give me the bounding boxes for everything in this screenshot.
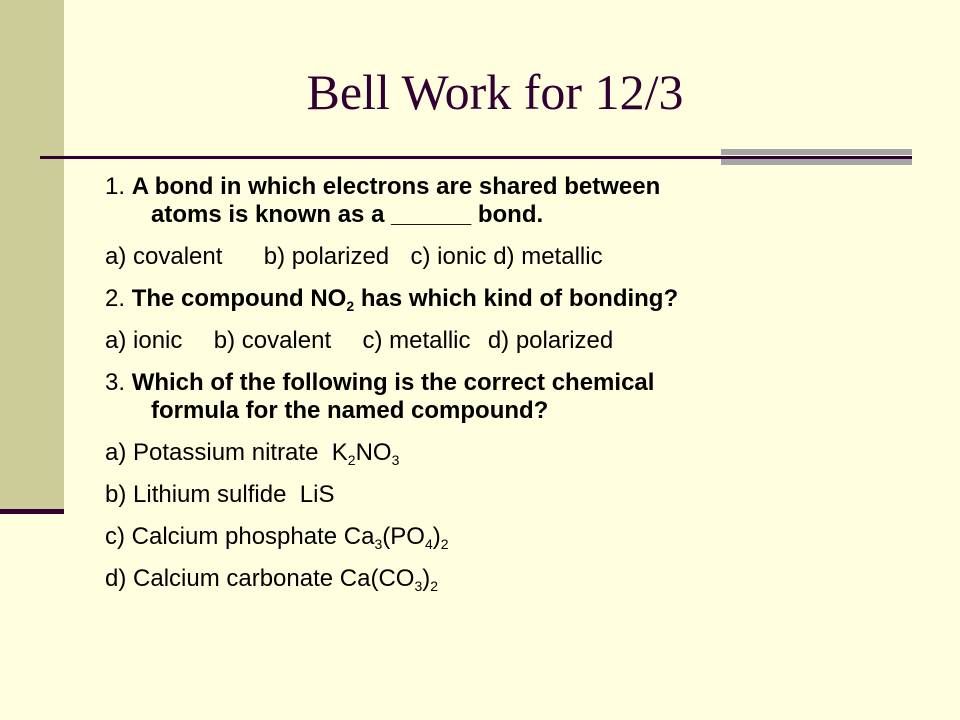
q1-option-b: b) polarized — [263, 243, 390, 270]
question-1-number: 1. — [105, 173, 126, 200]
question-3-text-line1: Which of the following is the correct chemical — [131, 369, 655, 396]
q1-option-c: c) ionic — [410, 243, 487, 270]
title-rule — [40, 156, 912, 159]
question-3-text-line2: formula for the named compound? — [151, 397, 549, 424]
q3-option-c-formula: $Ca_3(PO_4)_2$ — [343, 523, 449, 552]
q3-option-d-label: d) Calcium carbonate — [105, 565, 334, 592]
question-2 — [105, 285, 925, 313]
q3-option-d — [105, 565, 925, 593]
q3-option-a-label: a) Potassium nitrate — [105, 439, 319, 466]
question-1 — [105, 173, 925, 229]
left-accent-line — [0, 509, 64, 514]
question-2-text — [132, 285, 678, 312]
q3-option-b — [105, 481, 925, 509]
q3-option-a — [105, 439, 925, 467]
question-1-text-line1: A bond in which electrons are shared between — [131, 173, 661, 200]
q1-option-d: d) metallic — [493, 243, 603, 270]
q3-option-b-label: b) Lithium sulfide — [105, 481, 287, 508]
q2-option-b: b) covalent — [213, 327, 332, 354]
question-2-text-before: The compound NO — [131, 285, 347, 312]
question-3 — [105, 369, 925, 425]
question-1-text-line2: atoms is known as a ______ bond. — [151, 201, 544, 228]
slide-body — [105, 173, 925, 607]
question-2-subscript: 2 — [346, 298, 355, 314]
q2-option-c: c) metallic — [362, 327, 471, 354]
q3-option-c — [105, 523, 925, 551]
question-3-number: 3. — [105, 369, 126, 396]
q3-option-c-label: c) Calcium phosphate — [105, 523, 338, 550]
question-2-text-after: has which kind of bonding? — [360, 285, 679, 312]
q3-option-a-formula: $K_2NO_3$ — [331, 439, 400, 468]
q3-option-d-formula: $Ca(CO_3)_2$ — [339, 565, 439, 594]
q2-option-d: d) polarized — [487, 327, 614, 354]
q1-option-a: a) covalent — [105, 243, 223, 270]
q2-option-a: a) ionic — [105, 327, 183, 354]
question-2-number: 2. — [105, 285, 126, 312]
question-2-options — [105, 327, 925, 355]
slide-title: Bell Work for 12/3 — [306, 64, 684, 120]
question-1-options — [105, 243, 925, 271]
q3-option-b-formula: LiS — [299, 481, 335, 508]
